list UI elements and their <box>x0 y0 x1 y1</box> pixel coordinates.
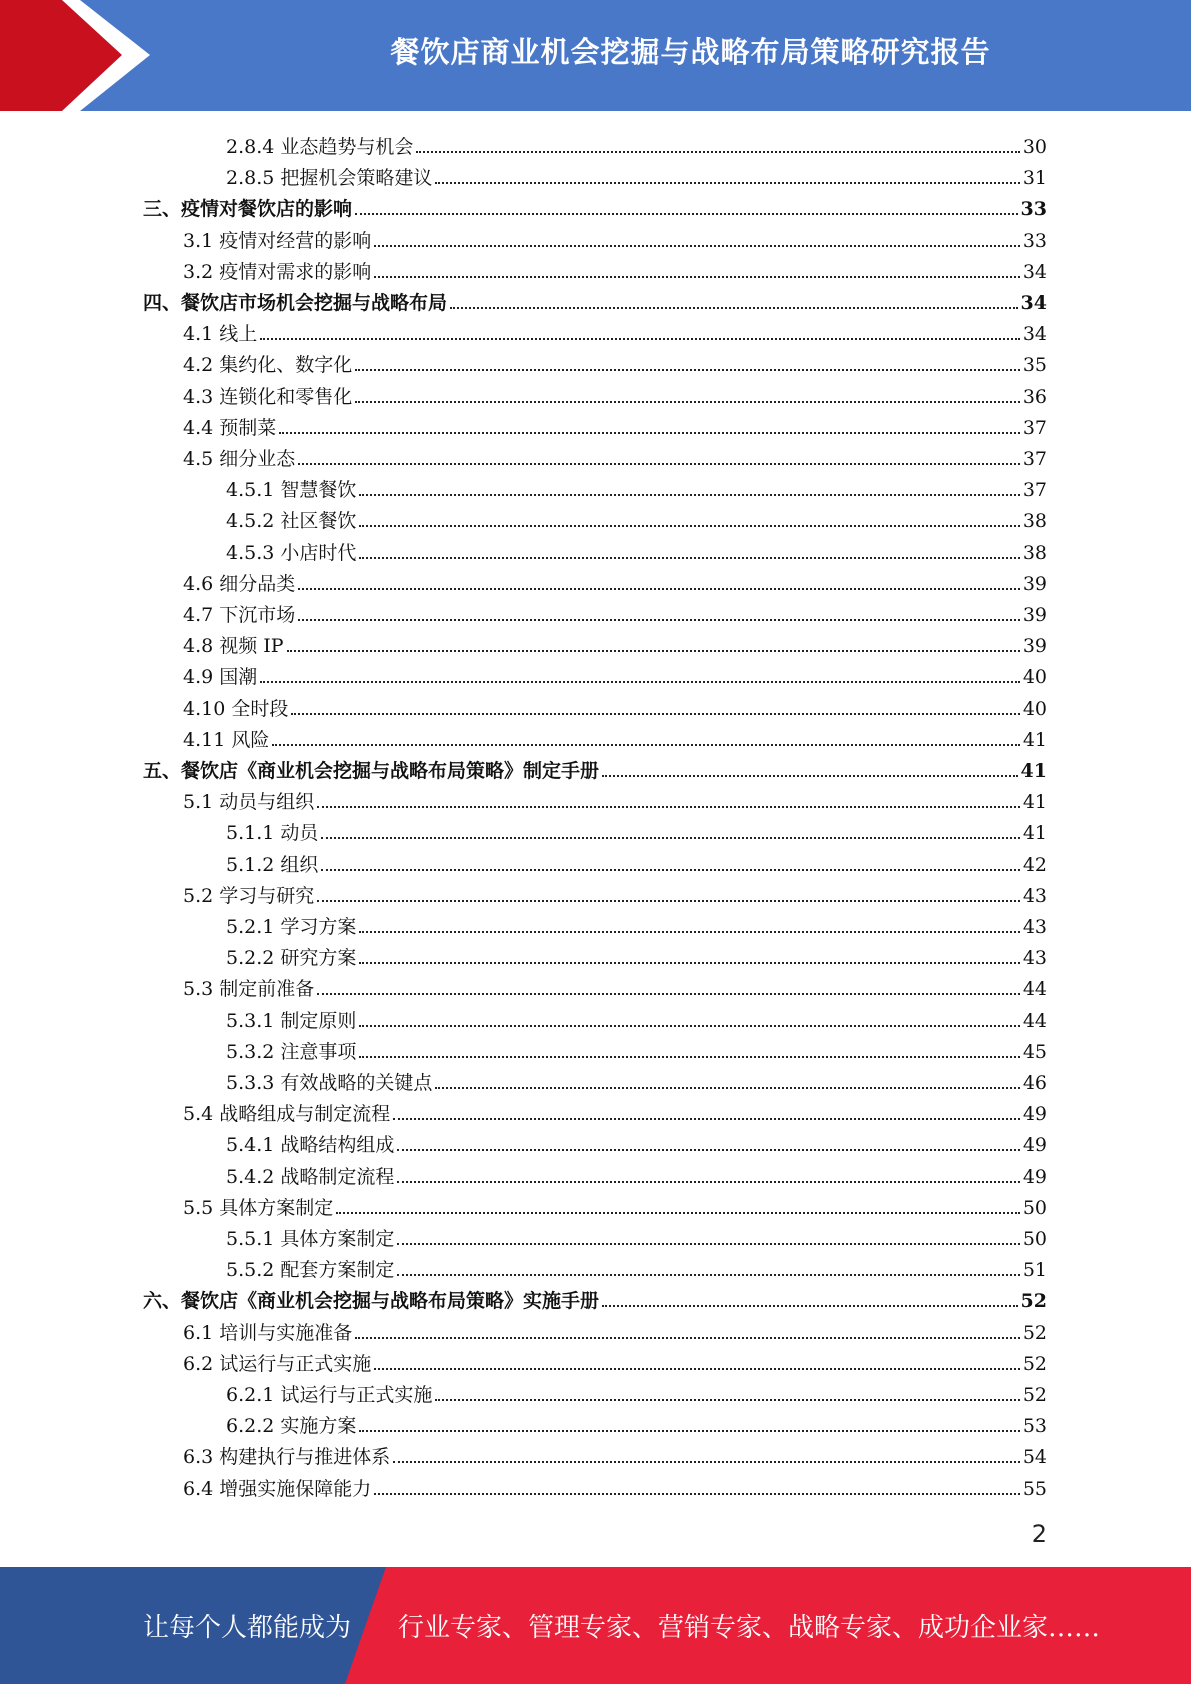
toc-entry-page: 50 <box>1022 1228 1047 1250</box>
toc-entry-title: 社区餐饮 <box>280 510 357 533</box>
toc-entry-number: 4.4 <box>183 416 214 439</box>
toc-entry-title: 疫情对经营的影响 <box>219 229 372 252</box>
toc-entry[interactable] <box>183 408 1047 439</box>
toc-entry[interactable] <box>226 1375 1047 1406</box>
toc-entry-title: 全时段 <box>231 697 289 720</box>
toc-leader-dots <box>359 556 1019 559</box>
toc-entry[interactable] <box>183 657 1047 688</box>
toc-leader-dots <box>279 431 1020 434</box>
toc-leader-dots <box>287 649 1020 652</box>
toc-entry-title: 智慧餐饮 <box>280 479 357 502</box>
toc-leader-dots <box>435 1086 1019 1089</box>
toc-entry-title: 国潮 <box>219 666 258 689</box>
toc-entry[interactable] <box>183 626 1047 657</box>
toc-entry-page: 50 <box>1022 1196 1047 1219</box>
toc-entry-title: 细分品类 <box>219 572 296 595</box>
toc-entry-title: 制定前准备 <box>219 978 315 1001</box>
footer-slogan-left: 让每个人都能成为 <box>143 1613 352 1643</box>
toc-entry-title: 试运行与正式实施 <box>280 1384 433 1406</box>
toc-entry[interactable] <box>226 907 1047 938</box>
toc-leader-dots <box>321 868 1019 871</box>
toc-entry-title: 下沉市场 <box>219 604 296 626</box>
toc-leader-dots <box>291 712 1019 715</box>
toc-leader-dots <box>393 1117 1020 1120</box>
toc-entry-number: 5.5.2 <box>226 1259 275 1282</box>
toc-entry[interactable] <box>143 1281 1047 1312</box>
toc-leader-dots <box>298 587 1020 590</box>
toc-leader-dots <box>317 805 1020 808</box>
toc-entry-number: 6.2 <box>183 1352 214 1375</box>
toc-entry-title: 餐饮店《商业机会挖掘与战略布局策略》实施手册 <box>181 1290 600 1313</box>
toc-leader-dots <box>298 618 1020 621</box>
toc-entry-title: 增强实施保障能力 <box>219 1477 372 1500</box>
toc-entry-page: 55 <box>1022 1477 1047 1500</box>
toc-entry-page: 43 <box>1022 947 1047 970</box>
toc-entry-page: 38 <box>1022 541 1047 564</box>
toc-leader-dots <box>450 306 1018 309</box>
toc-leader-dots <box>355 212 1018 215</box>
toc-leader-dots <box>317 992 1020 995</box>
toc-leader-dots <box>602 774 1018 777</box>
toc-leader-dots <box>260 680 1020 683</box>
toc-entry[interactable] <box>226 501 1047 532</box>
toc-entry-number: 5.3.2 <box>226 1040 275 1063</box>
toc-entry[interactable] <box>183 969 1047 1000</box>
toc-entry-number: 五、 <box>143 760 182 782</box>
toc-leader-dots <box>272 743 1019 746</box>
toc-entry-title: 风险 <box>231 728 270 751</box>
toc-entry-number: 5.1 <box>183 791 214 814</box>
toc-entry[interactable] <box>183 377 1047 408</box>
toc-entry-number: 4.7 <box>183 604 214 626</box>
toc-entry-title: 配套方案制定 <box>280 1259 395 1282</box>
toc-entry-title: 培训与实施准备 <box>219 1321 353 1344</box>
toc-leader-dots <box>359 524 1019 527</box>
toc-entry-page: 44 <box>1022 978 1047 1001</box>
toc-entry-title: 业态趋势与机会 <box>280 136 414 158</box>
toc-leader-dots <box>355 368 1020 371</box>
toc-entry-number: 2.8.4 <box>226 136 275 158</box>
toc-entry[interactable] <box>183 1313 1047 1344</box>
toc-leader-dots <box>374 244 1020 247</box>
toc-entry-number: 6.1 <box>183 1321 214 1344</box>
toc-entry-title: 战略组成与制定流程 <box>219 1103 391 1126</box>
toc-entry-page: 34 <box>1020 292 1047 314</box>
toc-entry-number: 4.9 <box>183 666 214 689</box>
toc-entry-number: 5.2 <box>183 884 214 907</box>
toc-entry[interactable] <box>183 314 1047 345</box>
toc-entry-number: 5.3.1 <box>226 1009 275 1032</box>
toc-leader-dots <box>260 337 1020 340</box>
toc-entry[interactable] <box>226 845 1047 876</box>
toc-entry-title: 构建执行与推进体系 <box>219 1446 391 1469</box>
toc-entry[interactable] <box>183 345 1047 376</box>
report-title: 餐饮店商业机会挖掘与战略布局策略研究报告 <box>390 34 991 69</box>
toc-entry-number: 3.2 <box>183 260 214 283</box>
toc-entry-number: 3.1 <box>183 229 214 252</box>
toc-entry-number: 6.4 <box>183 1477 214 1500</box>
toc-entry-title: 集约化、数字化 <box>219 354 353 377</box>
toc-leader-dots <box>359 493 1019 496</box>
toc-entry-number: 4.5.1 <box>226 479 275 502</box>
toc-entry-number: 5.4 <box>183 1103 214 1126</box>
toc-leader-dots <box>374 1492 1020 1495</box>
toc-leader-dots <box>336 1211 1020 1214</box>
toc-entry[interactable] <box>226 1125 1047 1156</box>
toc-entry[interactable] <box>183 782 1047 813</box>
toc-entry[interactable] <box>226 1406 1047 1437</box>
toc-entry-title: 动员与组织 <box>219 791 315 814</box>
toc-entry[interactable] <box>226 470 1047 501</box>
toc-entry-title: 试运行与正式实施 <box>219 1352 372 1375</box>
toc-entry[interactable] <box>143 189 1047 220</box>
toc-leader-dots <box>359 1055 1019 1058</box>
toc-leader-dots <box>321 836 1019 839</box>
toc-entry-number: 4.11 <box>183 728 226 751</box>
toc-entry-number: 6.2.2 <box>226 1415 275 1438</box>
toc-entry[interactable] <box>226 1001 1047 1032</box>
toc-leader-dots <box>374 275 1020 278</box>
toc-leader-dots <box>435 181 1019 184</box>
toc-entry-title: 视频 IP <box>219 635 284 658</box>
toc-leader-dots <box>602 1304 1018 1307</box>
toc-entry-number: 三、 <box>143 198 182 221</box>
toc-entry-page: 37 <box>1022 416 1047 439</box>
header-arrow-decoration <box>0 0 200 111</box>
toc-entry-number: 5.3.3 <box>226 1072 275 1094</box>
toc-entry-page: 33 <box>1022 229 1047 252</box>
toc-entry[interactable] <box>143 283 1047 314</box>
toc-entry-page: 39 <box>1022 604 1047 626</box>
toc-entry-title: 把握机会策略建议 <box>280 167 433 190</box>
toc-entry-page: 49 <box>1022 1165 1047 1188</box>
toc-entry-page: 53 <box>1022 1415 1047 1438</box>
toc-entry-page: 49 <box>1022 1134 1047 1157</box>
toc-leader-dots <box>397 1148 1019 1151</box>
toc-leader-dots <box>298 462 1020 465</box>
toc-entry-page: 41 <box>1022 822 1047 845</box>
toc-entry-title: 学习方案 <box>280 916 357 938</box>
toc-entry-title: 有效战略的关键点 <box>280 1072 433 1094</box>
toc-entry-title: 实施方案 <box>280 1415 357 1438</box>
toc-entry-title: 战略制定流程 <box>280 1165 395 1188</box>
toc-entry[interactable] <box>183 876 1047 907</box>
toc-entry-title: 小店时代 <box>280 541 357 564</box>
toc-entry-number: 5.4.2 <box>226 1165 275 1188</box>
toc-entry[interactable] <box>143 751 1047 782</box>
toc-entry-title: 线上 <box>219 323 258 346</box>
footer-slogan-right: 行业专家、管理专家、营销专家、战略专家、成功企业家…… <box>398 1613 1101 1643</box>
toc-entry-title: 疫情对需求的影响 <box>219 260 372 283</box>
toc-entry-number: 2.8.5 <box>226 167 275 190</box>
toc-entry-page: 31 <box>1022 167 1047 190</box>
toc-entry[interactable] <box>183 1437 1047 1468</box>
toc-entry[interactable] <box>226 1157 1047 1188</box>
toc-entry-page: 37 <box>1022 479 1047 502</box>
toc-entry-number: 4.1 <box>183 323 214 346</box>
toc-entry-number: 5.5 <box>183 1196 214 1219</box>
toc-leader-dots <box>359 961 1019 964</box>
toc-entry-page: 44 <box>1022 1009 1047 1032</box>
toc-leader-dots <box>359 1429 1019 1432</box>
toc-entry-page: 39 <box>1022 635 1047 658</box>
toc-entry-page: 41 <box>1020 760 1047 782</box>
toc-leader-dots <box>397 1242 1019 1245</box>
page-number: 2 <box>1031 1520 1047 1548</box>
toc-entry[interactable] <box>183 689 1047 720</box>
toc-entry-title: 制定原则 <box>280 1009 357 1032</box>
toc-entry-number: 六、 <box>143 1290 182 1313</box>
toc-entry-number: 4.8 <box>183 635 214 658</box>
toc-entry[interactable] <box>183 595 1047 626</box>
toc-entry-number: 4.2 <box>183 354 214 377</box>
toc-entry-title: 餐饮店《商业机会挖掘与战略布局策略》制定手册 <box>181 760 600 782</box>
toc-entry-page: 35 <box>1022 354 1047 377</box>
toc-entry-title: 动员 <box>280 822 319 845</box>
toc-entry-number: 5.2.2 <box>226 947 275 970</box>
toc-entry[interactable] <box>183 221 1047 252</box>
toc-entry-title: 战略结构组成 <box>280 1134 395 1157</box>
toc-leader-dots <box>397 1180 1019 1183</box>
toc-entry-title: 疫情对餐饮店的影响 <box>181 198 353 221</box>
toc-entry[interactable] <box>183 720 1047 751</box>
toc-entry-page: 30 <box>1022 136 1047 158</box>
toc-entry-title: 学习与研究 <box>219 884 315 907</box>
toc-entry-page: 52 <box>1022 1321 1047 1344</box>
footer-banner <box>0 1567 1191 1684</box>
toc-entry-number: 5.1.1 <box>226 822 275 845</box>
toc-entry-number: 5.2.1 <box>226 916 275 938</box>
toc-entry-page: 40 <box>1022 697 1047 720</box>
toc-entry[interactable] <box>183 1188 1047 1219</box>
toc-entry[interactable] <box>226 1250 1047 1281</box>
toc-entry[interactable] <box>183 1344 1047 1375</box>
toc-entry-page: 49 <box>1022 1103 1047 1126</box>
toc-leader-dots <box>416 150 1019 153</box>
toc-entry[interactable] <box>226 533 1047 564</box>
toc-entry-title: 餐饮店市场机会挖掘与战略布局 <box>181 292 448 314</box>
toc-leader-dots <box>359 930 1019 933</box>
toc-entry-number: 4.5.2 <box>226 510 275 533</box>
toc-entry-number: 5.4.1 <box>226 1134 275 1157</box>
toc-entry-page: 40 <box>1022 666 1047 689</box>
toc-entry-page: 52 <box>1022 1352 1047 1375</box>
toc-leader-dots <box>355 400 1020 403</box>
toc-entry-page: 45 <box>1022 1040 1047 1063</box>
toc-entry-page: 34 <box>1022 260 1047 283</box>
toc-entry-number: 四、 <box>143 292 182 314</box>
toc-entry-page: 54 <box>1022 1446 1047 1469</box>
toc-entry-number: 5.5.1 <box>226 1228 275 1250</box>
toc-entry-title: 研究方案 <box>280 947 357 970</box>
toc-entry-number: 4.6 <box>183 572 214 595</box>
toc-entry-number: 6.2.1 <box>226 1384 275 1406</box>
toc-entry-page: 34 <box>1022 323 1047 346</box>
toc-leader-dots <box>374 1367 1020 1370</box>
toc-entry[interactable] <box>226 158 1047 189</box>
toc-entry[interactable] <box>226 1032 1047 1063</box>
report-header <box>0 0 1191 111</box>
toc-entry[interactable] <box>226 1219 1047 1250</box>
toc-entry-title: 具体方案制定 <box>219 1196 334 1219</box>
toc-entry[interactable] <box>226 127 1047 158</box>
toc-entry[interactable] <box>183 252 1047 283</box>
toc-entry-title: 细分业态 <box>219 448 296 470</box>
toc-entry-page: 51 <box>1022 1259 1047 1282</box>
toc-entry-page: 41 <box>1022 728 1047 751</box>
toc-entry-number: 6.3 <box>183 1446 214 1469</box>
toc-entry-page: 39 <box>1022 572 1047 595</box>
toc-entry[interactable] <box>183 439 1047 470</box>
toc-entry-page: 38 <box>1022 510 1047 533</box>
toc-entry-number: 4.5 <box>183 448 214 470</box>
toc-entry-page: 46 <box>1022 1072 1047 1094</box>
toc-entry-page: 41 <box>1022 791 1047 814</box>
toc-leader-dots <box>355 1336 1020 1339</box>
toc-entry[interactable] <box>183 1469 1047 1500</box>
toc-entry-number: 5.1.2 <box>226 853 275 876</box>
toc-entry-title: 连锁化和零售化 <box>219 385 353 408</box>
toc-entry-title: 预制菜 <box>219 416 277 439</box>
toc-leader-dots <box>317 899 1020 902</box>
toc-entry-number: 4.3 <box>183 385 214 408</box>
toc-leader-dots <box>397 1273 1019 1276</box>
toc-entry-page: 52 <box>1020 1290 1047 1313</box>
toc-entry-number: 5.3 <box>183 978 214 1001</box>
toc-entry[interactable] <box>183 564 1047 595</box>
toc-entry-title: 组织 <box>280 853 319 876</box>
toc-entry-page: 33 <box>1020 198 1047 221</box>
toc-leader-dots <box>393 1460 1020 1463</box>
toc-entry[interactable] <box>226 1063 1047 1094</box>
toc-entry[interactable] <box>183 1094 1047 1125</box>
toc-entry-page: 43 <box>1022 884 1047 907</box>
toc-entry[interactable] <box>226 938 1047 969</box>
toc-entry-title: 注意事项 <box>280 1040 357 1063</box>
toc-entry-number: 4.10 <box>183 697 226 720</box>
toc-entry[interactable] <box>226 813 1047 844</box>
toc-entry-page: 36 <box>1022 385 1047 408</box>
toc-entry-page: 43 <box>1022 916 1047 938</box>
toc-entry-page: 52 <box>1022 1384 1047 1406</box>
toc-leader-dots <box>435 1398 1019 1401</box>
toc-entry-title: 具体方案制定 <box>280 1228 395 1250</box>
toc-entry-page: 37 <box>1022 448 1047 470</box>
toc-entry-page: 42 <box>1022 853 1047 876</box>
toc-leader-dots <box>359 1024 1019 1027</box>
toc-entry-number: 4.5.3 <box>226 541 275 564</box>
